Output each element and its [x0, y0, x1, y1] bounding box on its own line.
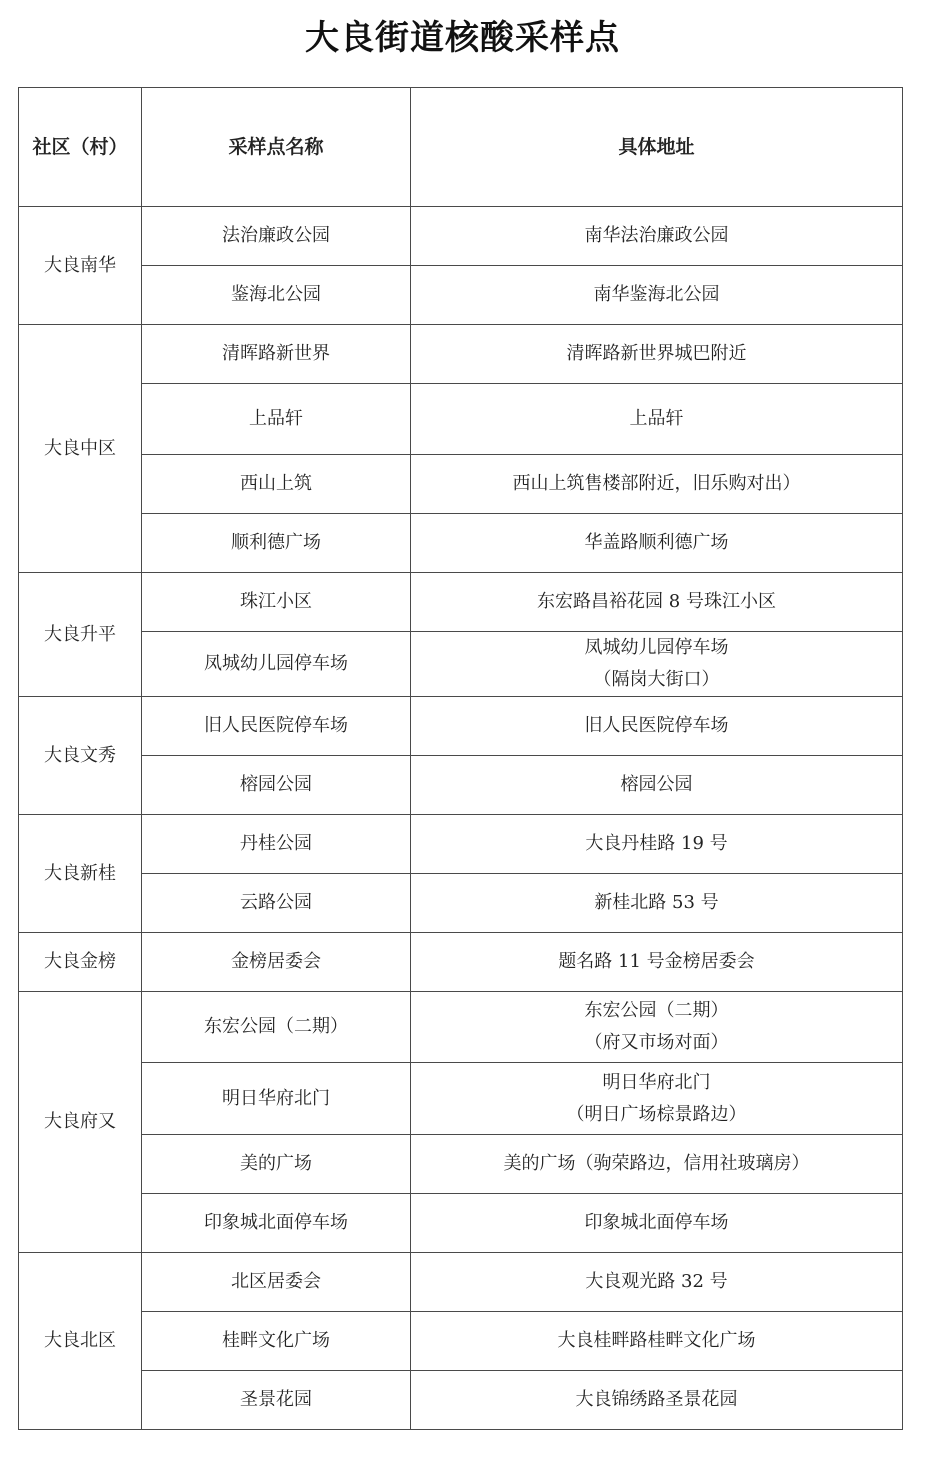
- sampling-sites-table: [18, 87, 903, 1430]
- address-cell: [411, 325, 903, 384]
- site-name-cell: 珠江小区: [142, 573, 411, 632]
- address-cell: [411, 933, 903, 992]
- table-row: [19, 1371, 903, 1430]
- address-line: 美的广场（驹荣路边，信用社玻璃房）: [503, 1153, 810, 1174]
- address-line: 东宏公园（二期）: [584, 1000, 729, 1021]
- community-cell: 大良南华: [19, 207, 142, 325]
- table-row: [19, 455, 903, 514]
- site-name-cell: 凤城幼儿园停车场: [142, 632, 411, 697]
- table-row: [19, 933, 903, 992]
- table-body: [19, 207, 903, 1430]
- address-line: 印象城北面停车场: [584, 1212, 729, 1233]
- address-cell: [411, 384, 903, 455]
- table-row: [19, 815, 903, 874]
- address-line: 大良桂畔路桂畔文化广场: [557, 1330, 756, 1351]
- table-row: [19, 1253, 903, 1312]
- site-name-cell: 西山上筑: [142, 455, 411, 514]
- community-cell: 大良新桂: [19, 815, 142, 933]
- site-name-cell: 北区居委会: [142, 1253, 411, 1312]
- address-cell: [411, 266, 903, 325]
- community-cell: 大良升平: [19, 573, 142, 697]
- site-name-cell: 圣景花园: [142, 1371, 411, 1430]
- address-cell: [411, 514, 903, 573]
- address-line: 大良丹桂路 19 号: [585, 833, 728, 854]
- address-cell: [411, 455, 903, 514]
- address-cell: [411, 207, 903, 266]
- column-header-community: 社区（村）: [19, 88, 142, 207]
- address-line: 上品轩: [629, 408, 684, 429]
- address-cell: [411, 756, 903, 815]
- column-header-address: 具体地址: [411, 88, 903, 207]
- address-line: 榕园公园: [620, 774, 693, 795]
- table-row: [19, 632, 903, 697]
- address-line: 明日华府北门: [602, 1071, 711, 1093]
- address-line: 大良观光路 32 号: [585, 1271, 728, 1292]
- table-row: [19, 207, 903, 266]
- address-line: （明日广场棕景路边）: [566, 1103, 747, 1125]
- community-cell: 大良中区: [19, 325, 142, 573]
- table-row: [19, 514, 903, 573]
- address-line: 东宏路昌裕花园 8 号珠江小区: [537, 591, 776, 612]
- address-cell: [411, 1253, 903, 1312]
- address-line: 新桂北路 53 号: [594, 892, 719, 913]
- site-name-cell: 明日华府北门: [142, 1063, 411, 1135]
- table-row: [19, 384, 903, 455]
- table-row: [19, 325, 903, 384]
- table-row: [19, 992, 903, 1063]
- site-name-cell: 桂畔文化广场: [142, 1312, 411, 1371]
- site-name-cell: 丹桂公园: [142, 815, 411, 874]
- table-row: [19, 1063, 903, 1135]
- site-name-cell: 法治廉政公园: [142, 207, 411, 266]
- address-cell: [411, 1063, 903, 1135]
- table-row: [19, 756, 903, 815]
- address-line: 清晖路新世界城巴附近: [566, 343, 747, 364]
- address-line: （隔岗大街口）: [593, 669, 720, 690]
- site-name-cell: 榕园公园: [142, 756, 411, 815]
- community-cell: 大良北区: [19, 1253, 142, 1430]
- site-name-cell: 东宏公园（二期）: [142, 992, 411, 1063]
- site-name-cell: 金榜居委会: [142, 933, 411, 992]
- address-cell: [411, 1312, 903, 1371]
- table-row: [19, 266, 903, 325]
- address-line: 凤城幼儿园停车场: [584, 637, 729, 658]
- address-line: 西山上筑售楼部附近，旧乐购对出）: [512, 473, 801, 494]
- site-name-cell: 美的广场: [142, 1135, 411, 1194]
- table-header-row: [19, 88, 903, 207]
- site-name-cell: 上品轩: [142, 384, 411, 455]
- address-line: （府又市场对面）: [584, 1032, 729, 1053]
- table-row: [19, 874, 903, 933]
- address-cell: [411, 874, 903, 933]
- address-cell: [411, 1371, 903, 1430]
- table-row: [19, 1135, 903, 1194]
- table-row: [19, 697, 903, 756]
- address-line: 大良锦绣路圣景花园: [575, 1389, 738, 1410]
- site-name-cell: 鉴海北公园: [142, 266, 411, 325]
- table-row: [19, 1312, 903, 1371]
- table-row: [19, 573, 903, 632]
- address-cell: [411, 1194, 903, 1253]
- site-name-cell: 印象城北面停车场: [142, 1194, 411, 1253]
- column-header-site-name: 采样点名称: [142, 88, 411, 207]
- address-cell: [411, 573, 903, 632]
- address-cell: [411, 697, 903, 756]
- site-name-cell: 旧人民医院停车场: [142, 697, 411, 756]
- address-cell: [411, 815, 903, 874]
- page-title: 大良街道核酸采样点: [305, 18, 620, 58]
- site-name-cell: 云路公园: [142, 874, 411, 933]
- address-line: 题名路 11 号金榜居委会: [558, 951, 755, 972]
- address-cell: [411, 992, 903, 1063]
- table-row: [19, 1194, 903, 1253]
- address-line: 旧人民医院停车场: [584, 715, 729, 736]
- address-cell: [411, 1135, 903, 1194]
- community-cell: 大良金榜: [19, 933, 142, 992]
- address-line: 南华法治廉政公园: [584, 225, 729, 246]
- address-line: 华盖路顺利德广场: [584, 532, 729, 553]
- address-cell: [411, 632, 903, 697]
- community-cell: 大良文秀: [19, 697, 142, 815]
- site-name-cell: 顺利德广场: [142, 514, 411, 573]
- community-cell: 大良府又: [19, 992, 142, 1253]
- site-name-cell: 清晖路新世界: [142, 325, 411, 384]
- address-line: 南华鉴海北公园: [593, 284, 720, 305]
